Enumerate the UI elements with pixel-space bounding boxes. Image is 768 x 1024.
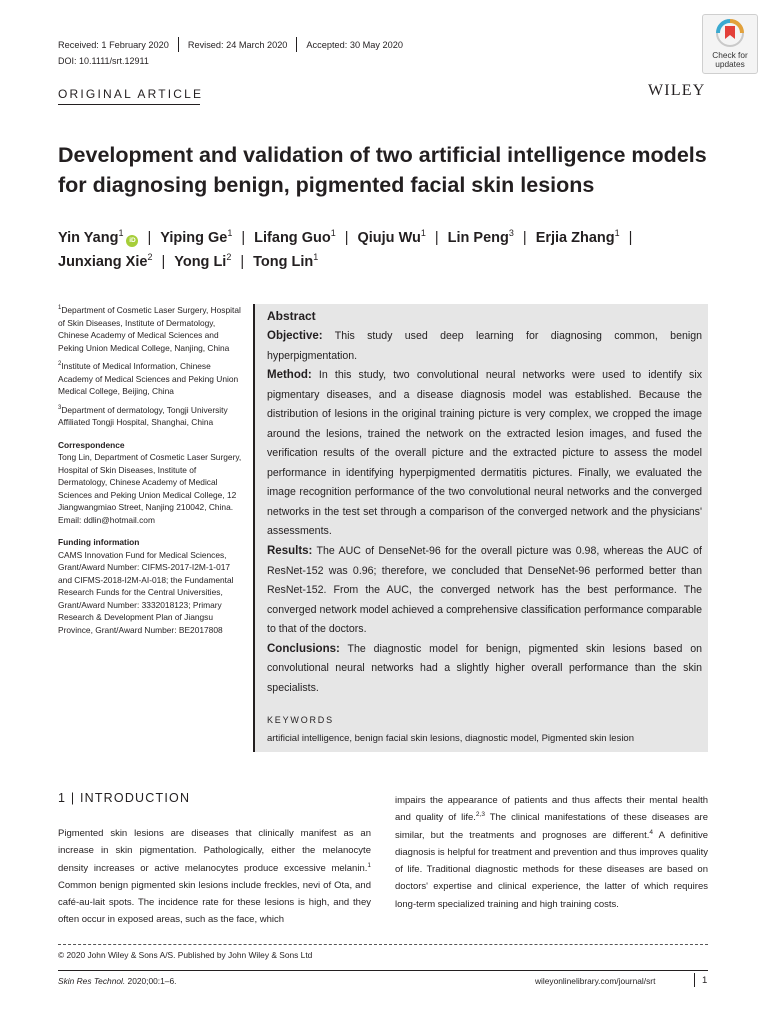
- page-number: 1: [702, 975, 708, 986]
- abstract-objective: Objective: This study used deep learning for diagnosing common, benign hyperpigmentation.: [267, 330, 702, 362]
- page-separator: [694, 973, 695, 987]
- check-for-updates-button[interactable]: [702, 14, 758, 74]
- orcid-icon[interactable]: iD: [126, 235, 138, 247]
- introduction-text-right: impairs the appearance of patients and thus affects their mental health and quality of life.$^{2,3}$ The clinical manifestations of these diseases are similar, but the treatments and prognoses are different.$^4$ A definitive diagnosis is helpful for treatment and prevention and thus improves quality of life. Traditional diagnostic methods for these diseases are based on doctors' expertise and clinical experience, the latter of which requires long-term specialized training and high training costs.: [395, 795, 709, 910]
- funding-text: CAMS Innovation Fund for Medical Sciences, Grant/Award Number: CIFMS-2017-I2M-1-017 and CIFMS-2018-I2M-AI-018; the Fundamental Research Funds for the Central Universities, Grant/Award Number: 3332018123; Primary Research & Development Plan of Jiangsu Province, Grant/Award Number: BE2017808: [58, 549, 234, 635]
- abstract-method: Method: In this study, two convolutional neural networks were used to identify six pigmentary diseases, and a disease diagnosis model was established. Because the distribution of lesions in the original training picture is very complex, we cropped the image around the lesions, trained the network on the extracted lesion images, and fused the verification results of the overall picture and the extracted picture to assess the model performance in identifying hyperpigmented dermatitis pictures. Finally, we evaluated the image recognition performance of the two convolutional neural networks and the converged networks in the test set through a comparison of the converged network and the physicians' assessments.: [267, 369, 702, 538]
- correspondence-heading: Correspondence: [58, 439, 125, 450]
- revised-date: Revised: 24 March 2020: [187, 39, 288, 50]
- author[interactable]: Tong Lin$^1$: [253, 252, 319, 270]
- abstract-title: Abstract: [267, 309, 316, 323]
- author[interactable]: Lin Peng$^3$: [447, 228, 514, 246]
- abstract-results: Results: The AUC of DenseNet-96 for the overall picture was 0.98, whereas the AUC of ResNet-152 was 0.96; therefore, we concluded that DenseNet-96 performed better than ResNet-152. From the AUC, the converged network has the best performance. The converged network model achieved a comprehensive classification performance comparable to that of the doctors.: [267, 545, 702, 636]
- author-list: Yin Yang$^1$iD | Yiping Ge$^1$ | Lifang Guo$^1$ | Qiuju Wu$^1$ | Lin Peng$^3$ | Erjia Zhang$^1$ | Junxiang Xie$^2$ | Yong Li$^2$ | Tong Lin$^1$: [58, 228, 633, 270]
- citation-link[interactable]: 2,3: [475, 811, 485, 819]
- introduction-text-left: Pigmented skin lesions are diseases that clinically manifest as an increase in skin pigmentation. Pathologically, either the melanocyte density increases or active melanocytes produce excessive melanin.$^1$ Common benign pigmented skin lesions include freckles, nevi of Ota, and café-au-lait spots. The incidence rate for these lesions is high, and they often occur in exposed areas, such as the face, which: [58, 828, 371, 926]
- publisher-logo: WILEY: [648, 82, 706, 99]
- correspondence-email[interactable]: Email: ddlin@hotmail.com: [58, 514, 155, 525]
- received-date: Received: 1 February 2020: [58, 39, 169, 50]
- date-separator: [296, 37, 297, 52]
- author[interactable]: Yiping Ge$^1$: [160, 228, 233, 246]
- affiliation: $^3$Department of dermatology, Tongji University Affiliated Tongji Hospital, Shanghai, China: [58, 404, 228, 427]
- keywords: artificial intelligence, benign facial skin lesions, diagnostic model, Pigmented skin lesion: [267, 733, 635, 744]
- doi[interactable]: DOI: 10.1111/srt.12911: [58, 56, 149, 66]
- journal-url[interactable]: wileyonlinelibrary.com/journal/srt: [535, 976, 656, 986]
- accepted-date: Accepted: 30 May 2020: [306, 39, 403, 50]
- abstract: [267, 307, 702, 698]
- affiliation: $^2$Institute of Medical Information, Chinese Academy of Medical Sciences and Peking Union Medical College, Beijing, China: [58, 361, 239, 396]
- author[interactable]: Yong Li$^2$: [174, 252, 232, 270]
- journal-citation: Skin Res Technol. 2020;00:1–6.: [58, 976, 177, 986]
- author[interactable]: Yin Yang$^1$iD: [58, 230, 138, 246]
- affiliations-column: [58, 304, 242, 642]
- correspondence-text: Tong Lin, Department of Cosmetic Laser Surgery, Hospital of Skin Diseases, Institute of Dermatology, Chinese Academy of Medical Sciences and Peking Union Medical College, 12 Jiangwangmiao Street, Nanjing 210042, China. Email: ddlin@hotmail.com: [58, 452, 242, 525]
- copyright: © 2020 John Wiley & Sons A/S. Published by John Wiley & Sons Ltd: [58, 950, 313, 960]
- check-updates-label: Check for updates: [712, 50, 748, 69]
- article-title: Development and validation of two artificial intelligence models for diagnosing benign, pigmented facial skin lesions: [58, 143, 707, 197]
- footer-divider: [58, 944, 708, 945]
- article-type-underline: [58, 104, 200, 105]
- funding-heading: Funding information: [58, 537, 140, 547]
- footer-rule: [58, 970, 708, 971]
- author[interactable]: Qiuju Wu$^1$: [357, 228, 426, 246]
- author[interactable]: Junxiang Xie$^2$: [58, 252, 153, 270]
- check-updates-icon: [715, 18, 745, 50]
- introduction-heading: 1 | INTRODUCTION: [58, 791, 191, 805]
- citation-link[interactable]: 4: [649, 828, 653, 836]
- author[interactable]: Lifang Guo$^1$: [254, 228, 336, 246]
- article-type: ORIGINAL ARTICLE: [58, 87, 204, 101]
- date-separator: [178, 37, 179, 52]
- author[interactable]: Erjia Zhang$^1$: [535, 228, 620, 246]
- abstract-left-rule: [253, 304, 255, 752]
- affiliation: $^1$Department of Cosmetic Laser Surgery, Hospital of Skin Diseases, Institute of Dermatology, Chinese Academy of Medical Sciences and Peking Union Medical College, Nanjing, China: [58, 305, 241, 353]
- article-dates: [58, 37, 403, 52]
- keywords-heading: KEYWORDS: [267, 715, 334, 725]
- citation-link[interactable]: 1: [367, 861, 371, 869]
- abstract-conclusions: Conclusions: The diagnostic model for benign, pigmented skin lesions based on convolutional neural networks had a slightly higher overall performance than the skin specialists.: [267, 642, 702, 694]
